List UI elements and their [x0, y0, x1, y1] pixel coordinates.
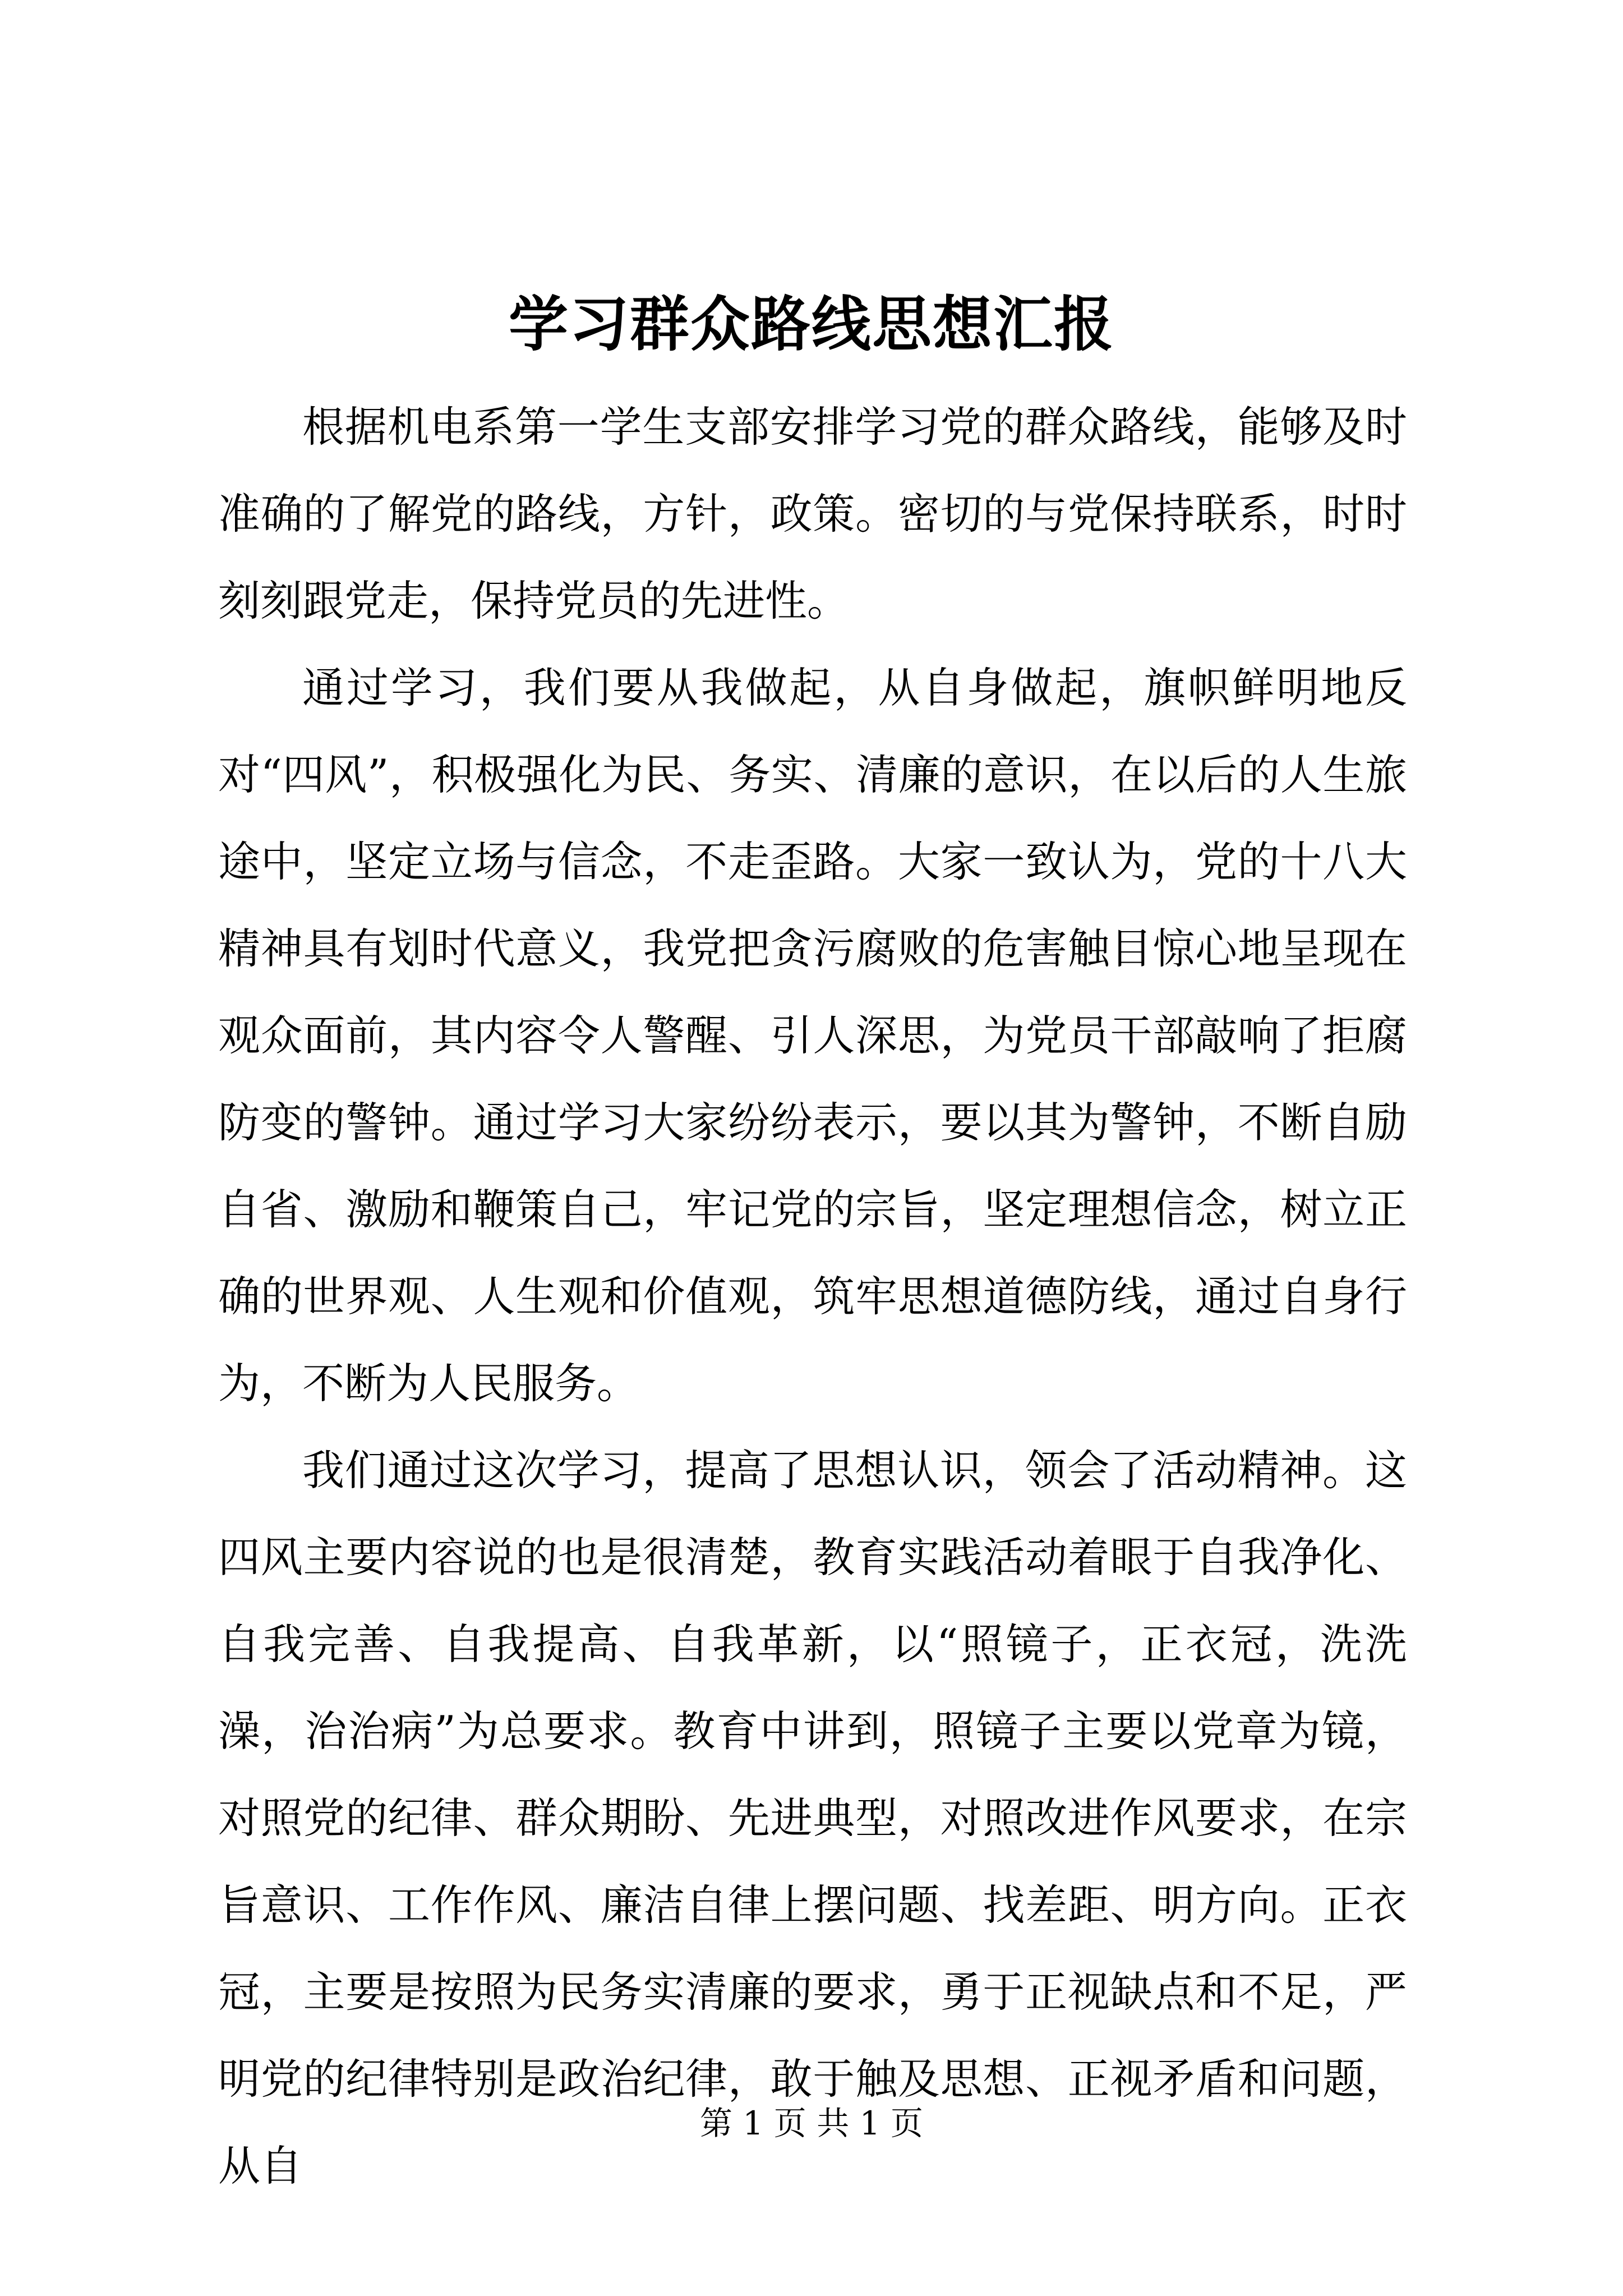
- paragraph-2: 通过学习，我们要从我做起，从自身做起，旗帜鲜明地反对“四风”，积极强化为民、务实、清廉的意识，在以后的人生旅途中，坚定立场与信念，不走歪路。大家一致认为，党的十八大精神具有划时代意义，我党把贪污腐败的危害触目惊心地呈现在观众面前，其内容令人警醒、引人深思，为党员干部敲响了拒腐防变的警钟。通过学习大家纷纷表示，要以其为警钟，不断自励自省、激励和鞭策自己，牢记党的宗旨，坚定理想信念，树立正确的世界观、人生观和价值观，筑牢思想道德防线，通过自身行为，不断为人民服务。: [218, 663, 1407, 1408]
- document-title: 学习群众路线思想汇报: [509, 289, 1114, 359]
- paragraph-1: 根据机电系第一学生支部安排学习党的群众路线，能够及时准确的了解党的路线，方针，政策。密切的与党保持联系，时时刻刻跟党走，保持党员的先进性。: [218, 402, 1407, 625]
- paragraph-3: 我们通过这次学习，提高了思想认识，领会了活动精神。这四风主要内容说的也是很清楚，教育实践活动着眼于自我净化、自我完善、自我提高、自我革新，以“照镜子，正衣冠，洗洗澡，治治病”为总要求。教育中讲到，照镜子主要以党章为镜，对照党的纪律、群众期盼、先进典型，对照改进作风要求，在宗旨意识、工作作风、廉洁自律上摆问题、找差距、明方向。正衣冠，主要是按照为民务实清廉的要求，勇于正视缺点和不足，严明党的纪律特别是政治纪律，敢于触及思想、正视矛盾和问题，从自: [218, 1446, 1407, 2191]
- page-footer: 第 1 页 共 1 页: [700, 2104, 923, 2142]
- document-body: [218, 384, 1407, 2210]
